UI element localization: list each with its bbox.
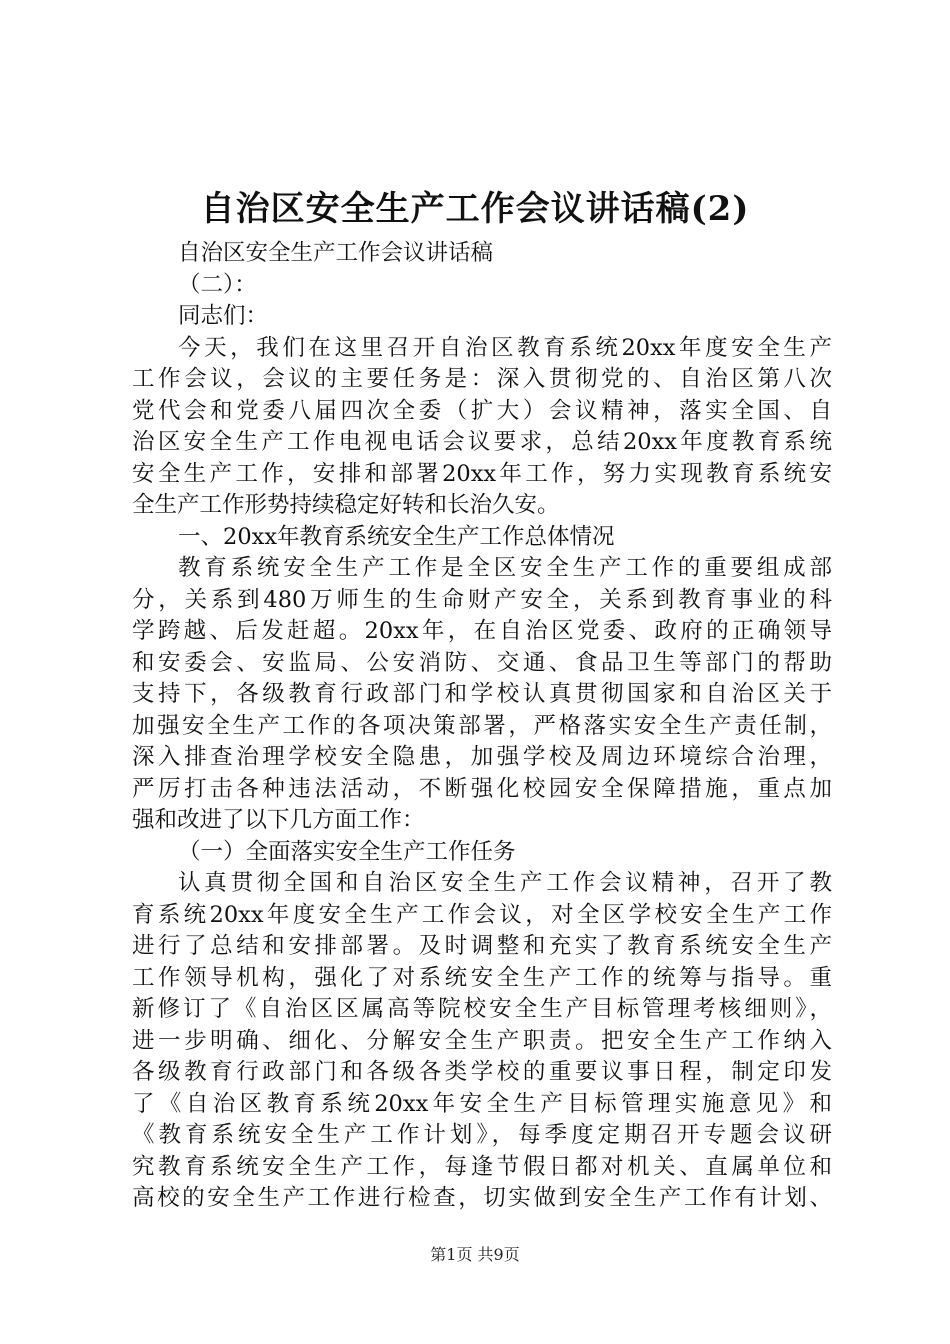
paragraph-line: 高校的安全生产工作进行检查，切实做到安全生产工作有计划、: [132, 1185, 832, 1211]
paragraph-line: 加强安全生产工作的各项决策部署，严格落实安全生产责任制，: [132, 712, 832, 739]
page-footer: 第1页 共9页: [430, 1245, 520, 1264]
paragraph-line: 进一步明确、细化、分解安全生产职责。把安全生产工作纳入: [132, 1027, 832, 1054]
paragraph-line: 新修订了《自治区区属高等院校安全生产目标管理考核细则》，: [132, 996, 832, 1022]
section-heading: 一、20xx年教育系统安全生产工作总体情况: [178, 523, 615, 550]
paragraph-line: 教育系统安全生产工作是全区安全生产工作的重要组成部: [178, 555, 832, 581]
paragraph-line: 安全生产工作，安排和部署20xx年工作，努力实现教育系统安: [132, 460, 832, 487]
document-title: 自治区安全生产工作会议讲话稿(2): [200, 189, 750, 229]
paragraph-line: 支持下，各级教育行政部门和学校认真贯彻国家和自治区关于: [132, 681, 832, 707]
subsection-heading: （一）全面落实安全生产工作任务: [178, 838, 516, 865]
paragraph-line: 学跨越、后发赶超。20xx年，在自治区党委、政府的正确领导: [132, 618, 832, 644]
paragraph-line: 各级教育行政部门和各级各类学校的重要议事日程，制定印发: [132, 1059, 832, 1085]
paragraph-line: 深入排查治理学校安全隐患，加强学校及周边环境综合治理，: [132, 744, 832, 770]
subtitle-number: （二）：: [178, 271, 257, 298]
paragraph-line: 工作会议，会议的主要任务是：深入贯彻党的、自治区第八次: [132, 366, 832, 392]
paragraph-line: 严厉打击各种违法活动，不断强化校园安全保障措施，重点加: [132, 775, 832, 802]
paragraph-line: 和安委会、安监局、公安消防、交通、食品卫生等部门的帮助: [132, 649, 832, 676]
paragraph-line: 育系统20xx年度安全生产工作会议，对全区学校安全生产工作: [132, 901, 832, 928]
paragraph-line: 分，关系到480万师生的生命财产安全，关系到教育事业的科: [132, 586, 832, 613]
paragraph-line: 《教育系统安全生产工作计划》，每季度定期召开专题会议研: [132, 1122, 832, 1148]
subtitle-line: 自治区安全生产工作会议讲话稿: [178, 240, 494, 266]
paragraph-line: 党代会和党委八届四次全委（扩大）会议精神，落实全国、自: [132, 397, 832, 424]
paragraph-line: 治区安全生产工作电视电话会议要求，总结20xx年度教育系统: [132, 429, 832, 455]
paragraph-line: 工作领导机构，强化了对系统安全生产工作的统筹与指导。重: [132, 964, 832, 991]
document-body: [132, 238, 832, 1215]
paragraph-line: 了《自治区教育系统20xx年安全生产目标管理实施意见》和: [132, 1090, 832, 1117]
paragraph-line: 今天，我们在这里召开自治区教育系统20xx年度安全生产: [178, 334, 832, 361]
salutation: 同志们：: [178, 303, 269, 329]
paragraph-line: 强和改进了以下几方面工作：: [132, 807, 425, 833]
paragraph-line: 进行了总结和安排部署。及时调整和充实了教育系统安全生产: [132, 933, 832, 959]
paragraph-line: 全生产工作形势持续稳定好转和长治久安。: [132, 492, 560, 518]
paragraph-line: 认真贯彻全国和自治区安全生产工作会议精神，召开了教: [178, 870, 832, 896]
paragraph-line: 究教育系统安全生产工作，每逢节假日都对机关、直属单位和: [132, 1153, 832, 1180]
